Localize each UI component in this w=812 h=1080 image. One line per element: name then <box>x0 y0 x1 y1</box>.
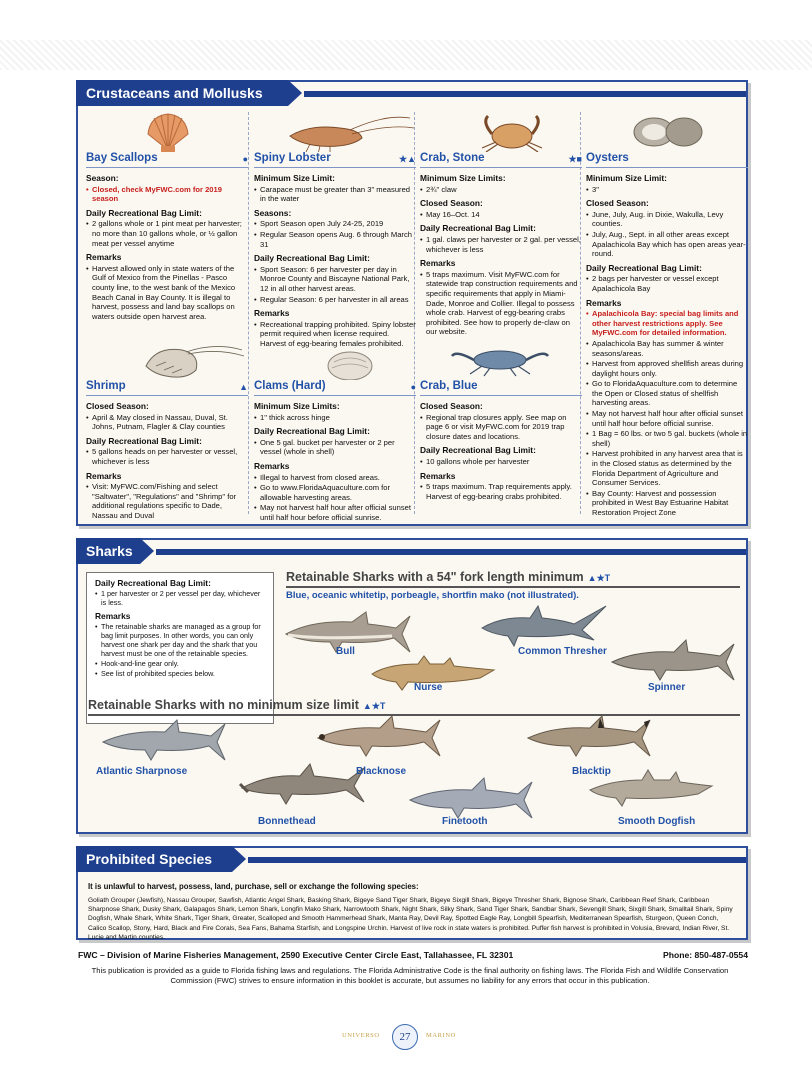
remarks-heading: Remarks <box>86 252 122 263</box>
regulation-marks: ★▲ <box>399 154 416 164</box>
oysters-block <box>586 112 748 519</box>
header-rule <box>156 549 746 555</box>
size-limit-item: • 3" <box>586 185 748 195</box>
bay-scallops-block <box>86 112 248 322</box>
regulation-marks: ▲★T <box>587 573 611 583</box>
remarks-item: • Recreational trapping prohibited. Spiny lobster permit required when license required. Harvest of egg-bearing females prohibited. <box>254 320 416 349</box>
season-item: • July, Aug., Sept. in all other areas except Apalachicola Bay which has open areas year-round. <box>586 230 748 259</box>
remarks-heading: Remarks <box>254 308 290 319</box>
clams-title: Clams (Hard) ● <box>254 382 416 396</box>
season-item: • May 16–Oct. 14 <box>420 210 582 220</box>
season-heading: Closed Season: <box>420 198 483 209</box>
group1-species-list: Blue, oceanic whitetip, porbeagle, shortfin mako (not illustrated). <box>286 590 579 601</box>
contact-line <box>78 950 748 960</box>
season-item: • Regional trap closures apply. See map on page 6 or visit MyFWC.com for 2019 trap closure dates and locations. <box>420 413 582 442</box>
shark-label: Bull <box>336 646 355 657</box>
size-limit-item: • 1" thick across hinge <box>254 413 416 423</box>
spiny-lobster-block <box>254 112 416 350</box>
remarks-item: • 1 Bag = 60 lbs. or two 5 gal. buckets (whole in shell) <box>586 429 748 448</box>
size-limit-heading: Minimum Size Limit: <box>586 173 667 183</box>
bag-limit-heading: Daily Recreational Bag Limit: <box>420 223 536 234</box>
bag-limit-item: • 1 gal. claws per harvester or 2 gal. per vessel, whichever is less <box>420 235 582 254</box>
crab-blue-title: Crab, Blue <box>420 382 582 396</box>
shark-label: Smooth Dogfish <box>618 816 696 827</box>
page-number: 27 <box>392 1024 418 1050</box>
oysters-title: Oysters <box>586 154 748 168</box>
bag-limit-heading: Daily Recreational Bag Limit: <box>586 262 702 273</box>
remarks-item: • Go to FloridaAquaculture.com to determine the Open or Closed status of shellfish harvesting areas. <box>586 379 748 408</box>
bag-limit-item: • 5 gallons heads on per harvester or vessel, whichever is less <box>86 447 248 466</box>
remarks-item: • Go to www.FloridaAquaculture.com for allowable harvesting areas. <box>254 483 416 502</box>
season-item: • Regular Season opens Aug. 6 through March 31 <box>254 230 416 249</box>
bag-limit-item: • Sport Season: 6 per harvester per day in Monroe County and Biscayne National Park, 12 in all other harvest areas. <box>254 265 416 294</box>
shark-label: Bonnethead <box>258 816 316 827</box>
header-rule <box>304 91 746 97</box>
blue-crab-illustration <box>420 340 582 380</box>
shark-label: Atlantic Sharpnose <box>96 766 188 777</box>
common-thresher-illustration <box>478 606 608 650</box>
size-limit-item: • Carapace must be greater than 3" measured in the water <box>254 185 416 204</box>
shark-label: Blacktip <box>572 766 611 777</box>
season-item: • Closed, check MyFWC.com for 2019 season <box>86 185 248 204</box>
bonnethead-illustration <box>238 762 368 806</box>
remarks-heading: Remarks <box>420 470 456 481</box>
regulation-marks: ★■ <box>568 154 582 164</box>
remarks-item: • 5 traps maximum. Trap requirements apply. Harvest of egg-bearing crabs prohibited. <box>420 482 582 501</box>
bay-scallops-title: Bay Scallops ● <box>86 154 248 168</box>
remarks-item: • May not harvest half hour after official sunset until half hour before official sunrise. <box>254 503 416 522</box>
shrimp-title: Shrimp ▲ <box>86 382 248 396</box>
shark-label: Blacknose <box>356 766 407 777</box>
remarks-item: • Harvest allowed only in state waters of the Gulf of Mexico from the Pinellas - Pasco county line, to the west bank of the Mexico Beach Canal in Bay County. It is illegal to harvest, possess and land bay scallops on waters outside open harvest area. <box>86 264 248 322</box>
size-limit-heading: Minimum Size Limits: <box>420 173 506 183</box>
bag-limit-heading: Daily Recreational Bag Limit: <box>95 578 211 588</box>
remarks-item: • 5 traps maximum. Visit MyFWC.com for statewide trap construction requirements and specific requirements that apply in Miami-Dade, Monroe and Collier. Illegal to possess whole crab. Harvest of egg-bearing crabs prohibited. See how to properly de-claw on our website. <box>420 270 582 337</box>
season-heading: Closed Season: <box>86 401 149 411</box>
page-brand <box>342 1022 472 1052</box>
crab-blue-block <box>420 340 582 502</box>
crab-stone-block <box>420 112 582 338</box>
brand-left-word: UNIVERSO <box>342 1032 380 1039</box>
sharks-panel <box>76 538 748 834</box>
season-item: • Sport Season open July 24-25, 2019 <box>254 219 416 229</box>
bag-limit-item: • 10 gallons whole per harvester <box>420 457 582 467</box>
season-item: • April & May closed in Nassau, Duval, St. Johns, Putnam, Flagler & Clay counties <box>86 413 248 432</box>
remarks-item: • Harvest from approved shellfish areas during daylight hours only. <box>586 359 748 378</box>
bag-limit-heading: Daily Recreational Bag Limit: <box>86 435 202 446</box>
remarks-item: • Visit: MyFWC.com/Fishing and select "Saltwater", "Regulations" and "Shrimp" for additional regulations specific to Dade, Nassau and Duval <box>86 482 248 520</box>
season-heading: Closed Season: <box>586 198 649 209</box>
column-divider <box>248 112 249 514</box>
sharks-header: Sharks <box>76 538 140 564</box>
regulation-marks: ● <box>410 382 416 392</box>
remarks-item: • May not harvest half hour after official sunset until half hour before official sunrise. <box>586 409 748 428</box>
blacknose-illustration <box>304 716 454 760</box>
disclaimer: This publication is provided as a guide to Florida fishing laws and regulations. The Florida Administrative Code is the final authority on fishing laws. The Florida Fish and Wildlife Conservation Commission (FWC) strives to ensure information in this booklet is accurate, but assumes no liability for any errors that occur in this publication. <box>91 966 729 985</box>
bag-limit-item: • Regular Season: 6 per harvester in all areas <box>254 295 416 305</box>
size-limit-heading: Minimum Size Limits: <box>254 401 340 411</box>
remarks-heading: Remarks <box>254 460 290 471</box>
remarks-heading: Remarks <box>420 258 456 269</box>
bag-limit-item: • One 5 gal. bucket per harvester or 2 per vessel (whole in shell) <box>254 438 416 457</box>
bag-limit-heading: Daily Recreational Bag Limit: <box>254 426 370 437</box>
brand-right-word: MARINO <box>426 1032 456 1039</box>
season-item: • June, July, Aug. in Dixie, Wakulla, Levy counties. <box>586 210 748 229</box>
blacktip-illustration <box>514 716 664 760</box>
shark-label: Spinner <box>648 682 686 693</box>
regulation-marks: ▲ <box>239 382 248 392</box>
bag-limit-heading: Daily Recreational Bag Limit: <box>254 253 370 264</box>
remarks-item: • Bay County: Harvest and possession prohibited in West Bay Estuarine Habitat Restoration Project Zone <box>586 489 748 518</box>
remarks-heading: Remarks <box>95 611 131 621</box>
scallop-illustration <box>86 112 248 152</box>
regulation-marks: ● <box>242 154 248 164</box>
remarks-heading: Remarks <box>586 297 622 308</box>
stone-crab-illustration <box>420 112 582 152</box>
bag-limit-heading: Daily Recreational Bag Limit: <box>420 445 536 456</box>
remarks-item: • Apalachicola Bay: special bag limits and other harvest restrictions apply. See MyFWC.com for detailed information. <box>586 309 748 338</box>
atlantic-sharpnose-illustration <box>94 720 234 764</box>
size-limit-item: • 2¾" claw <box>420 185 582 195</box>
crustaceans-panel <box>76 80 748 526</box>
remarks-heading: Remarks <box>86 470 122 481</box>
prohibited-intro: It is unlawful to harvest, possess, land, purchase, sell or exchange the following species: <box>88 882 419 891</box>
remarks-item: • Illegal to harvest from closed areas. <box>254 473 416 483</box>
remarks-item: • The retainable sharks are managed as a group for bag limit purposes. In other words, you can only harvest one shark per day and the shark that you harvest must be one of the retainable species. <box>95 622 265 658</box>
header-rule <box>248 857 746 863</box>
bag-limit-item: • 1 per harvester or 2 per vessel per day, whichever is less. <box>95 589 265 607</box>
clam-illustration <box>254 340 416 380</box>
season-heading: Closed Season: <box>420 401 483 411</box>
prohibited-species-list: Goliath Grouper (Jewfish), Nassau Grouper, Sawfish, Atlantic Angel Shark, Basking Shark, Bigeye Sand Tiger Shark, Bigeye Sixgill Shark, Bigeye Thresher Shark, Bignose Shark, Caribbean Reef Shark, Caribbean Sharpnose Shark, Dusky Shark, Galapagos Shark, Lemon Shark, Longfin Mako Shark, Narrowtooth Shark, Night Shark, Silky Shark, Sand Tiger Shark, Sandbar Shark, Sevengill Shark, Sixgill Shark, Smalltail Shark, Spiny Dogfish, Whale Shark, White Shark, Tiger Shark, Greater, Scalloped and Smooth Hammerhead Shark, Manta Ray, Devil Ray, Spotted Eagle Ray, Longbill Spearfish, Mediterranean Spearfish, Sturgeon, Queen Conch, Calico Scallop, Stony, Hard, Black and Fire Corals, Sea Fans, Bahama Starfish, and Longspine Urchin. Harvest of live rock in state waters is prohibited. Puffer fish harvest is prohibited in Volusia, Brevard, Indian River, St. Lucie and Martin counties. <box>88 897 733 941</box>
agency-address: FWC – Division of Marine Fisheries Management, 2590 Executive Center Circle East, Tallahassee, FL 32301 <box>78 950 514 960</box>
remarks-item: • Hook-and-line gear only. <box>95 659 265 668</box>
season-heading: Seasons: <box>254 207 292 218</box>
remarks-item: • See list of prohibited species below. <box>95 669 265 678</box>
spinner-shark-illustration <box>608 640 738 684</box>
group2-title: Retainable Sharks with no minimum size limit ▲★T <box>88 698 386 712</box>
shark-label: Finetooth <box>442 816 488 827</box>
top-texture-band <box>0 40 812 70</box>
oyster-illustration <box>586 112 748 152</box>
shark-label: Nurse <box>414 682 443 693</box>
clams-block <box>254 340 416 524</box>
shrimp-block <box>86 340 248 522</box>
regulation-marks: ▲★T <box>362 701 386 711</box>
crustaceans-header: Crustaceans and Mollusks <box>76 80 288 106</box>
bag-limit-heading: Daily Recreational Bag Limit: <box>86 207 202 218</box>
bag-limit-item: • 2 gallons whole or 1 pint meat per harvester; no more than 10 gallons whole, or ½ gallon meat per vessel anytime <box>86 219 248 248</box>
group1-title: Retainable Sharks with a 54" fork length minimum ▲★T <box>286 570 611 584</box>
shark-label: Common Thresher <box>518 646 607 657</box>
shrimp-illustration <box>86 340 248 380</box>
prohibited-panel <box>76 846 748 940</box>
group1-rule <box>286 586 740 588</box>
crab-stone-title: Crab, Stone ★■ <box>420 154 582 168</box>
agency-phone: Phone: 850-487-0554 <box>662 950 748 960</box>
bag-limit-item: • 2 bags per harvester or vessel except Apalachicola Bay <box>586 274 748 293</box>
remarks-item: • Harvest prohibited in any harvest area that is in the Closed status as determined by the Florida Department of Agriculture and Consumer Services. <box>586 449 748 487</box>
remarks-item: • Apalachicola Bay has summer & winter seasons/areas. <box>586 339 748 358</box>
season-heading: Season: <box>86 173 119 183</box>
size-limit-heading: Minimum Size Limit: <box>254 173 335 183</box>
spiny-lobster-title: Spiny Lobster ★▲ <box>254 154 416 168</box>
lobster-illustration <box>254 112 416 152</box>
prohibited-header: Prohibited Species <box>76 846 232 872</box>
